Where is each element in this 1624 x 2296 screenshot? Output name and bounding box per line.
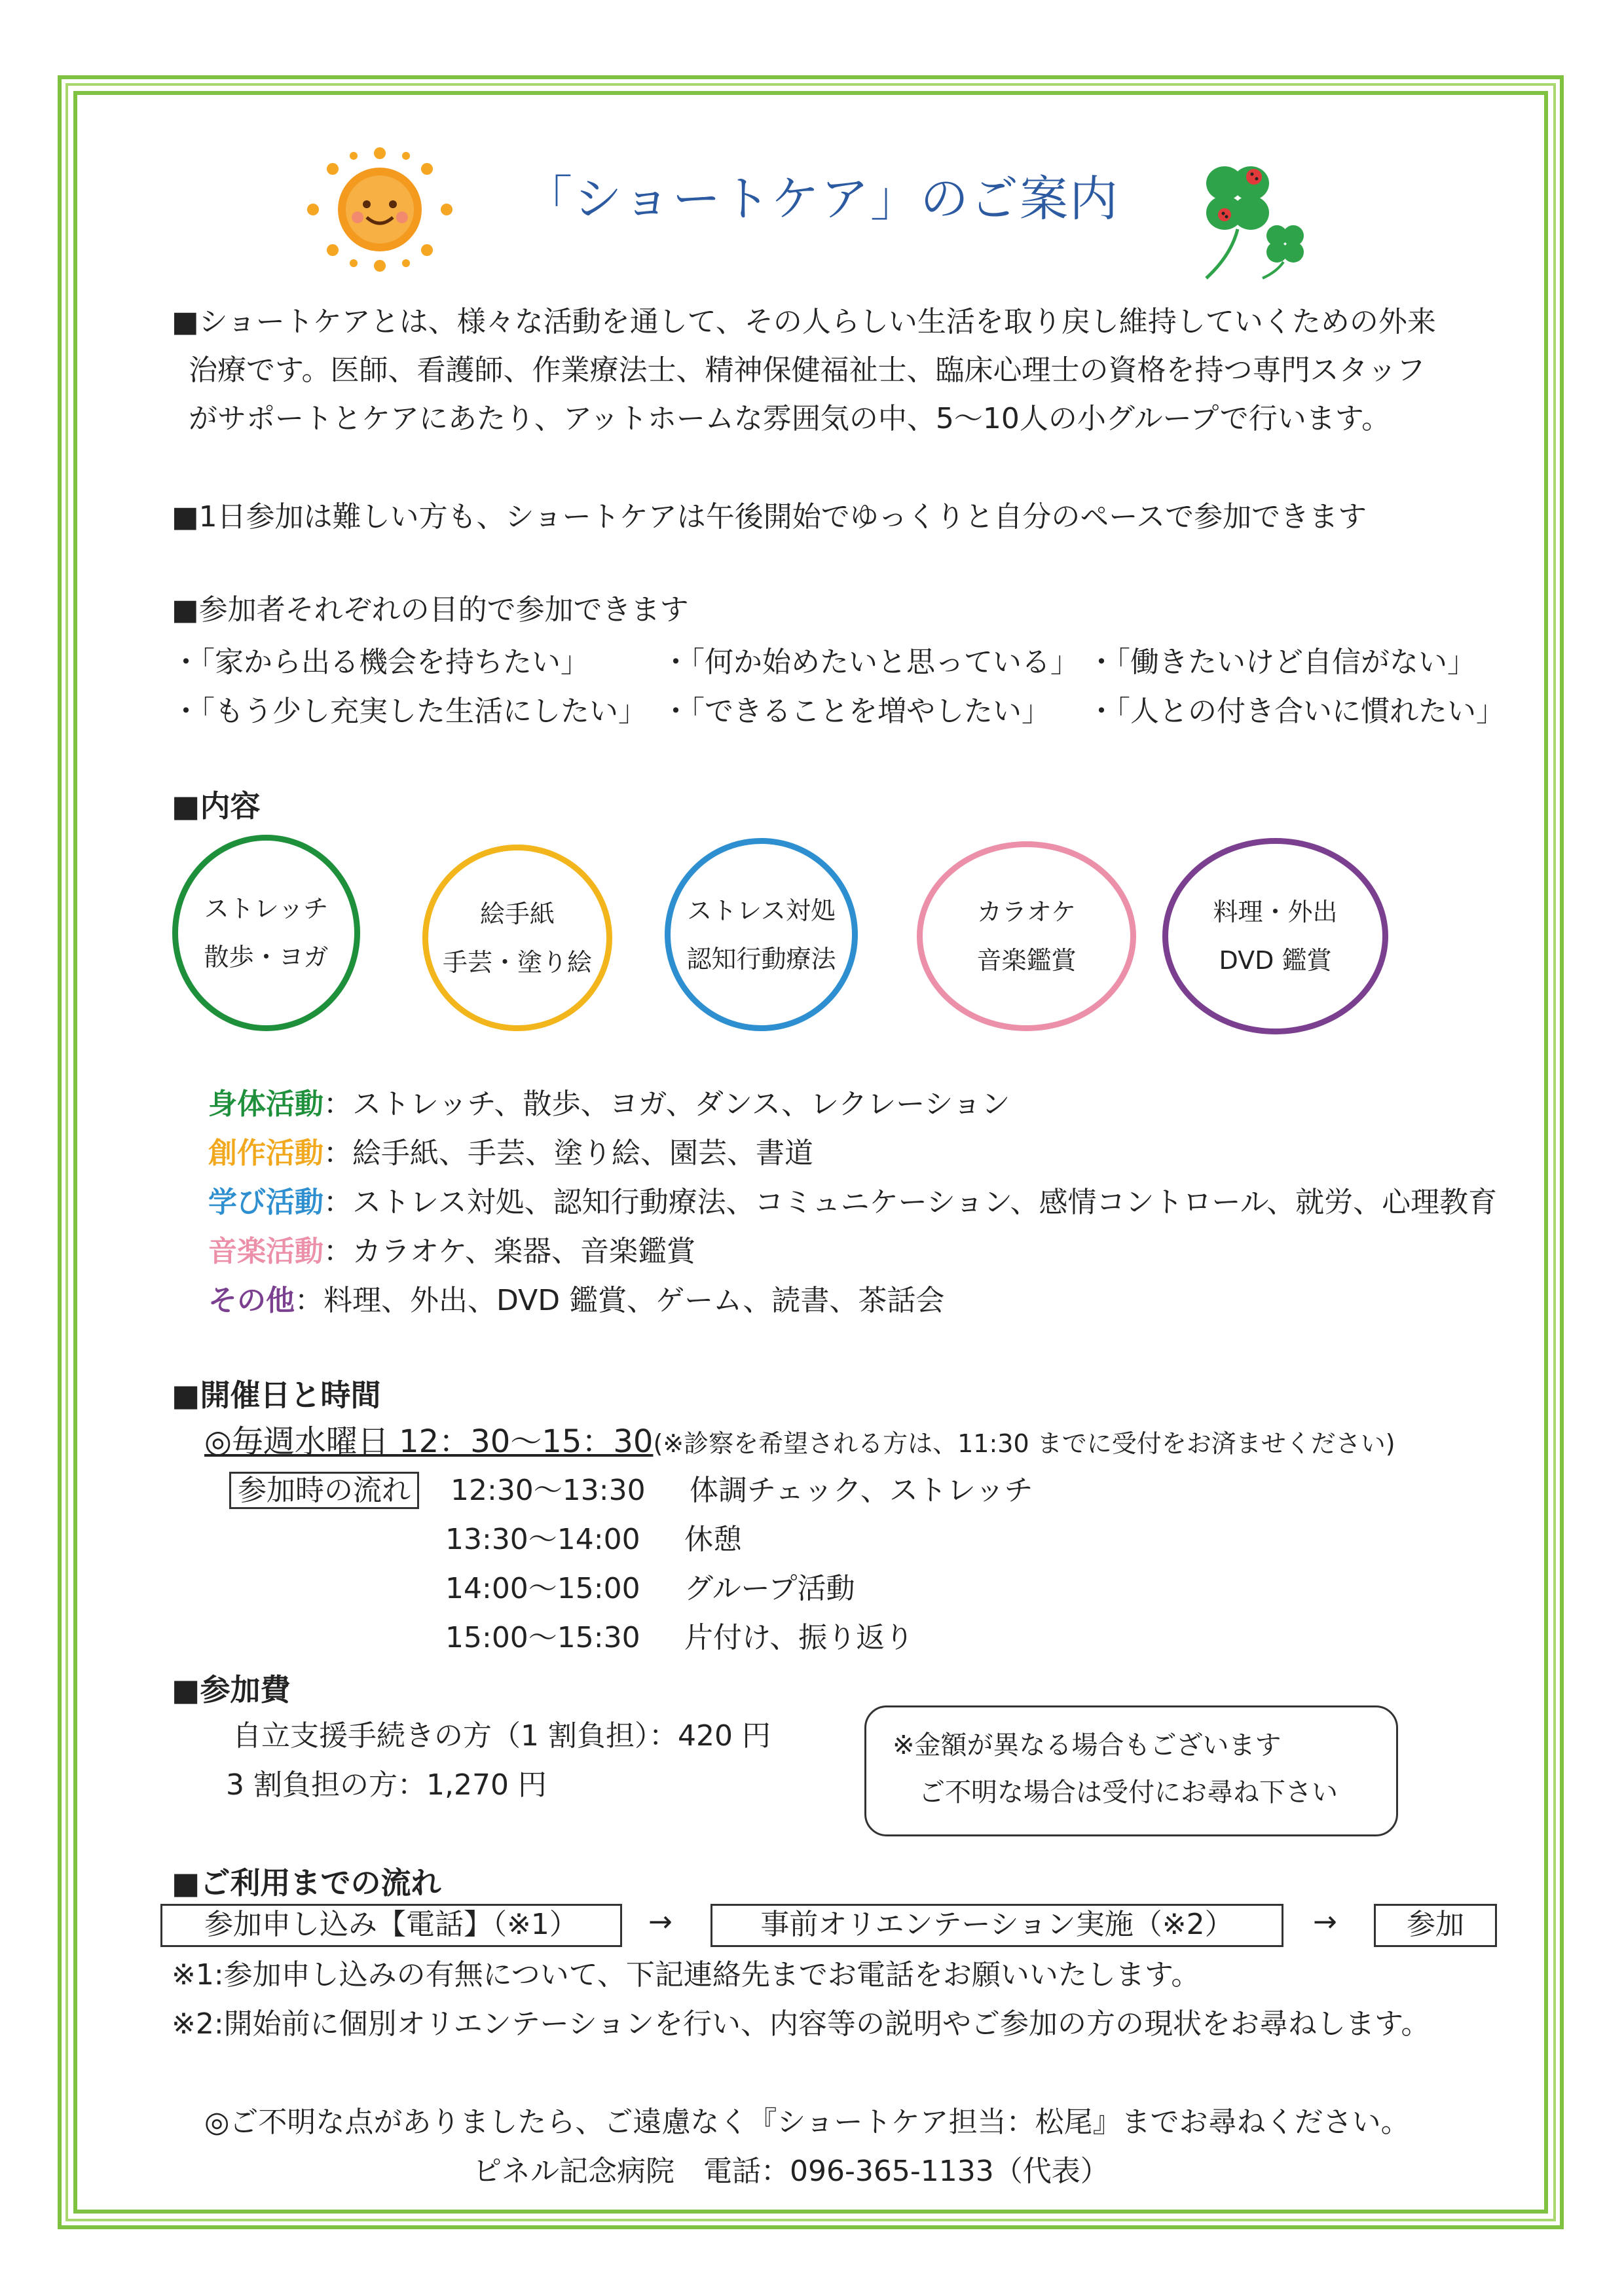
fee-note-2: ご不明な場合は受付にお尋ね下さい xyxy=(919,1777,1338,1808)
purpose-item: ・「働きたいけど自信がない」 xyxy=(1087,646,1476,679)
purpose-item: ・「できることを増やしたい」 xyxy=(661,695,1050,728)
schedule-time: 15:00〜15:30 xyxy=(445,1621,640,1654)
fee-note-box xyxy=(864,1705,1398,1836)
activity-label: 音楽活動 xyxy=(208,1235,323,1268)
activity-learning xyxy=(208,1178,1497,1227)
activity-music xyxy=(208,1228,695,1276)
flow-label xyxy=(229,1467,419,1515)
content-heading: ■内容 xyxy=(172,788,261,824)
circle-line-2: 認知行動療法 xyxy=(686,944,836,974)
activity-text: ：料理、外出、DVD 鑑賞、ゲーム、読書、茶話会 xyxy=(295,1284,945,1317)
activity-text: ：ストレッチ、散歩、ヨガ、ダンス、レクレーション xyxy=(323,1087,1010,1121)
activity-label: 身体活動 xyxy=(208,1087,323,1121)
circle-line-2: 手芸・塗り絵 xyxy=(442,947,592,977)
activity-text: ：カラオケ、楽器、音楽鑑賞 xyxy=(323,1235,696,1268)
circle-line-1: 絵手紙 xyxy=(479,899,555,928)
content-circle-learning xyxy=(665,838,858,1031)
schedule-desc: グループ活動 xyxy=(684,1572,855,1605)
content-circle-physical xyxy=(172,835,360,1031)
usage-step-3: 参加 xyxy=(1374,1904,1497,1947)
schedule-desc: 休憩 xyxy=(684,1523,742,1556)
schedule-heading: ■開催日と時間 xyxy=(172,1377,381,1413)
clover-icon xyxy=(1185,157,1310,282)
fee-heading: ■参加費 xyxy=(172,1672,291,1707)
sun-icon xyxy=(301,144,458,275)
activity-text: ：ストレス対処、認知行動療法、コミュニケーション、感情コントロール、就労、心理教育 xyxy=(323,1186,1498,1219)
activity-label: その他 xyxy=(208,1284,295,1317)
fee-line-2: 3 割負担の方：1,270 円 xyxy=(226,1768,547,1802)
circle-line-1: ストレス対処 xyxy=(687,896,836,925)
schedule-row xyxy=(451,1467,1033,1515)
purpose-item: ・「何か始めたいと思っている」 xyxy=(661,646,1079,679)
intro-line-2: 治療です。医師、看護師、作業療法士、精神保健福祉士、臨床心理士の資格を持つ専門スタッフ xyxy=(189,354,1426,387)
intro-line-1: ■ショートケアとは、様々な活動を通して、その人らしい生活を取り戻し維持していくための外来 xyxy=(172,305,1436,338)
usage-step-2: 事前オリエンテーション実施（※2） xyxy=(710,1904,1283,1947)
activity-physical xyxy=(208,1080,1010,1129)
circle-line-2: 散歩・ヨガ xyxy=(204,943,329,972)
flow-label-box: 参加時の流れ xyxy=(229,1472,419,1509)
afternoon-note: ■1日参加は難しい方も、ショートケアは午後開始でゆっくりと自分のペースで参加できます xyxy=(172,500,1367,534)
schedule-time: 14:00〜15:00 xyxy=(445,1572,640,1605)
activity-other xyxy=(208,1277,944,1325)
circle-line-1: 料理・外出 xyxy=(1213,898,1338,926)
activity-label: 創作活動 xyxy=(208,1137,323,1170)
intro-line-3: がサポートとケアにあたり、アットホームな雰囲気の中、5〜10人の小グループで行います。 xyxy=(189,402,1391,435)
activity-label: 学び活動 xyxy=(208,1186,323,1219)
circle-line-1: カラオケ xyxy=(976,898,1077,926)
schedule-time: 12:30〜13:30 xyxy=(451,1474,646,1507)
circle-line-2: 音楽鑑賞 xyxy=(976,946,1077,975)
schedule-row xyxy=(445,1614,913,1662)
fee-line-1: 自立支援手続きの方（1 割負担）：420 円 xyxy=(232,1719,771,1753)
usage-step-1: 参加申し込み【電話】（※1） xyxy=(160,1904,622,1947)
usage-heading: ■ご利用までの流れ xyxy=(172,1865,441,1901)
arrow-icon: → xyxy=(648,1905,673,1939)
content-circle-other xyxy=(1162,838,1388,1034)
schedule-main xyxy=(204,1417,1395,1468)
footer-contact-note: ◎ご不明な点がありましたら、ご遠慮なく『ショートケア担当：松尾』までお尋ねください。 xyxy=(204,2105,1410,2139)
activity-text: ：絵手紙、手芸、塗り絵、園芸、書道 xyxy=(323,1137,813,1170)
circle-line-2: DVD 鑑賞 xyxy=(1219,946,1332,975)
schedule-row xyxy=(445,1516,742,1564)
purpose-heading: ■参加者それぞれの目的で参加できます xyxy=(172,593,689,627)
activity-creative xyxy=(208,1129,813,1178)
purpose-item: ・「もう少し充実した生活にしたい」 xyxy=(172,695,647,728)
circle-line-1: ストレッチ xyxy=(204,894,329,923)
arrow-icon: → xyxy=(1313,1905,1337,1939)
schedule-desc: 片付け、振り返り xyxy=(684,1621,914,1654)
content-circle-music xyxy=(917,841,1136,1031)
schedule-row xyxy=(445,1565,855,1613)
schedule-time: 13:30〜14:00 xyxy=(445,1523,640,1556)
content-circle-creative xyxy=(422,845,612,1031)
footer-hospital-phone: ピネル記念病院 電話：096-365-1133（代表） xyxy=(473,2155,1109,2188)
schedule-desc: 体調チェック、ストレッチ xyxy=(690,1474,1033,1507)
purpose-item: ・「人との付き合いに慣れたい」 xyxy=(1087,695,1505,728)
usage-note-2: ※2:開始前に個別オリエンテーションを行い、内容等の説明やご参加の方の現状をお尋ねします。 xyxy=(172,2007,1430,2041)
fee-note-1: ※金額が異なる場合もございます xyxy=(893,1730,1282,1760)
usage-note-1: ※1:参加申し込みの有無について、下記連絡先までお電話をお願いいたします。 xyxy=(172,1958,1200,1992)
schedule-day-time: ◎毎週水曜日 12：30〜15：30 xyxy=(204,1423,654,1460)
purpose-item: ・「家から出る機会を持ちたい」 xyxy=(172,646,589,679)
page-title: 「ショートケア」のご案内 xyxy=(524,171,1120,227)
schedule-note: (※診察を希望される方は、11:30 までに受付をお済ませください) xyxy=(653,1429,1395,1458)
